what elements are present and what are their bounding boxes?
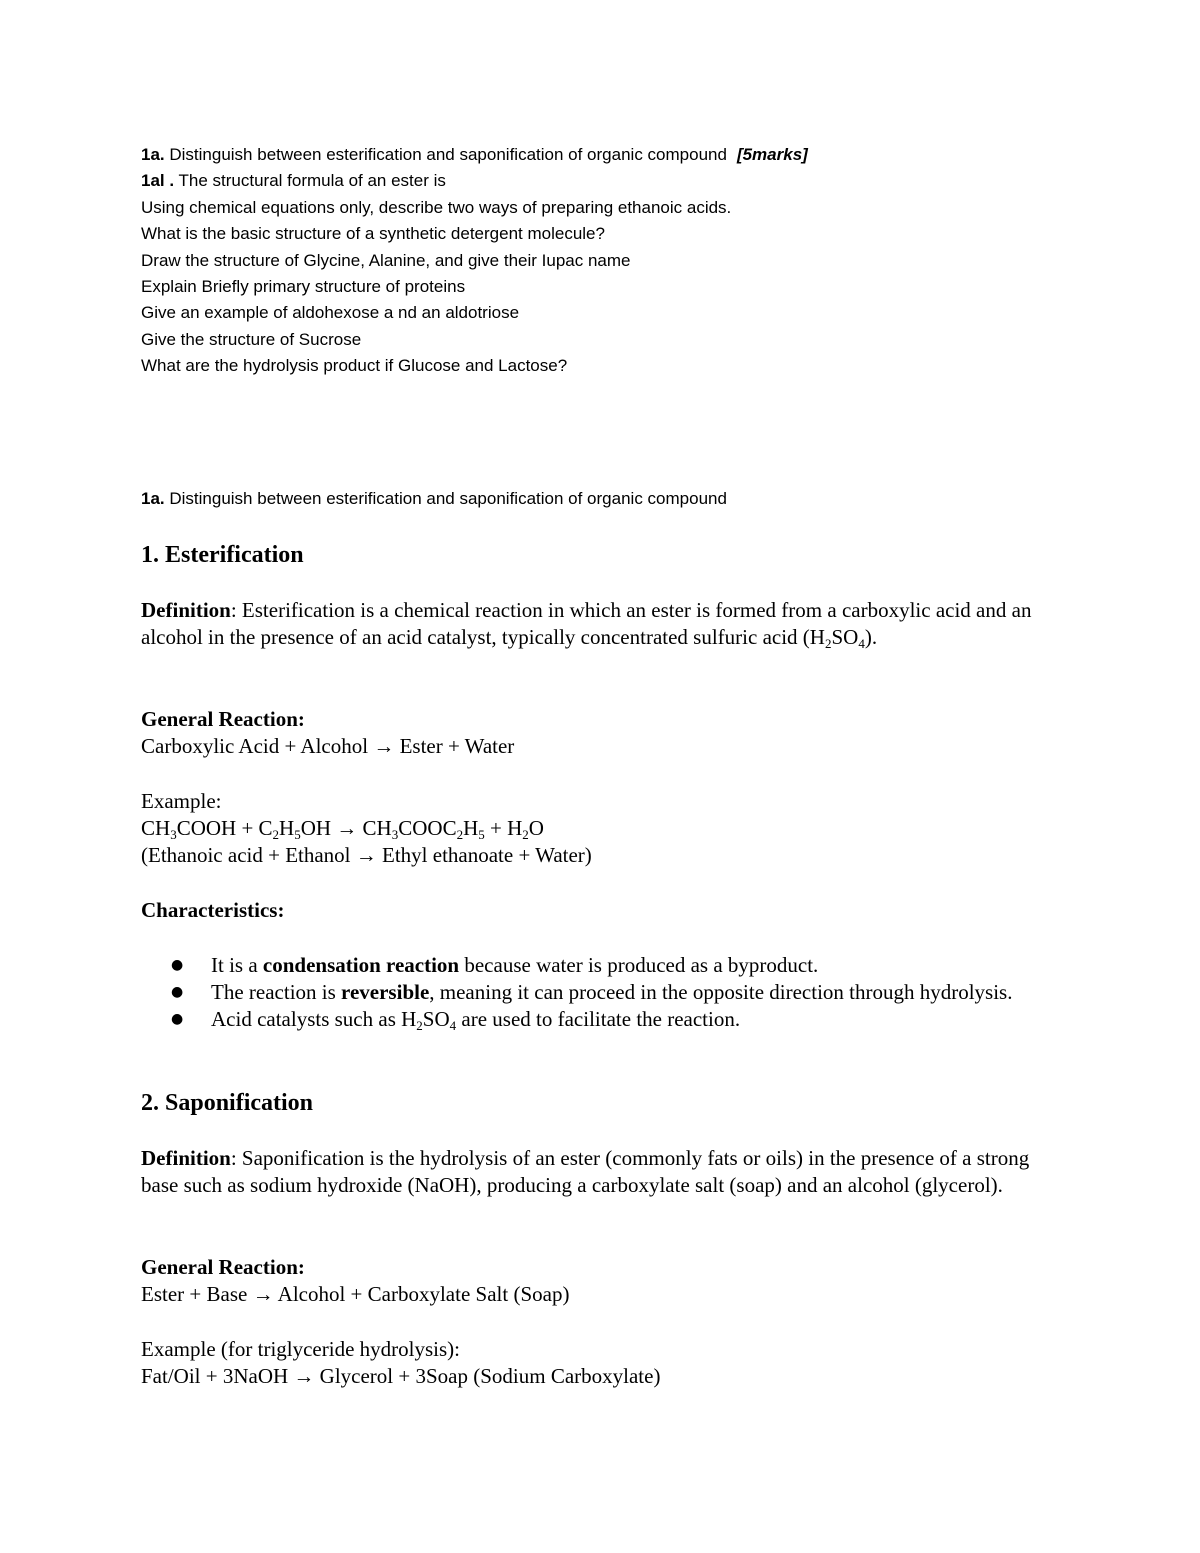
list-item: ● The reaction is reversible, meaning it can proceed in the opposite direction through hydrolysis. bbox=[171, 980, 1013, 1004]
question-1a-marks: [5marks] bbox=[736, 145, 808, 164]
esterification-definition-label: Definition bbox=[141, 598, 231, 622]
esterification-definition: Definition: Esterification is a chemical reaction in which an ester is formed from a carboxylic acid and an alcohol in the presence of an acid catalyst, typically concentrated sulfuric acid $(H_2SO_4)$. bbox=[141, 598, 1032, 651]
question-item: Using chemical equations only, describe two ways of preparing ethanoic acids. bbox=[141, 197, 732, 217]
question-item: Give an example of aldohexose a nd an aldotriose bbox=[141, 303, 520, 323]
saponification-heading: 2. Saponification bbox=[141, 1090, 314, 1116]
question-item: Give the structure of Sucrose bbox=[141, 329, 362, 349]
saponification-example: Example (for triglyceride hydrolysis): Fat/Oil + 3NaOH → Glycerol + 3Soap (Sodium Carboxylate) bbox=[141, 1337, 661, 1388]
list-item: ● Acid catalysts such as $H_2SO_4$ are used to facilitate the reaction. bbox=[171, 1007, 741, 1033]
answer-intro-text: Distinguish between esterification and saponification of organic compound bbox=[164, 489, 727, 508]
example-equation: $CH_3COOH + C_2H_5OH$ → $CH_3COOC_2H_5 + H_2O$ bbox=[141, 816, 544, 842]
example-label: Example: bbox=[141, 789, 222, 813]
example-words: (Ethanoic acid + Ethanol → Ethyl ethanoate + Water) bbox=[141, 843, 592, 867]
list-item: ● It is a condensation reaction because water is produced as a byproduct. bbox=[171, 953, 819, 977]
general-reaction-equation: Carboxylic Acid + Alcohol → Ester + Water bbox=[141, 734, 515, 758]
bullet-icon: ● bbox=[171, 1011, 184, 1027]
esterification-heading: 1. Esterification bbox=[141, 542, 304, 568]
question-1al-label: 1al . bbox=[141, 171, 175, 191]
esterification-general-reaction bbox=[141, 706, 1071, 760]
questions-list bbox=[141, 142, 1071, 380]
characteristics-heading: Characteristics: bbox=[141, 898, 285, 922]
question-item: What is the basic structure of a synthetic detergent molecule? bbox=[141, 224, 605, 244]
bullet-icon: ● bbox=[171, 957, 184, 973]
question-item: Draw the structure of Glycine, Alanine, and give their Iupac name bbox=[141, 250, 631, 270]
bullet-icon: ● bbox=[171, 984, 184, 1000]
saponification-definition-label: Definition bbox=[141, 1146, 231, 1170]
question-item: What are the hydrolysis product if Glucose and Lactose? bbox=[141, 356, 568, 376]
question-1a bbox=[141, 142, 1071, 168]
answer-intro bbox=[141, 486, 1071, 512]
saponification-general-reaction: General Reaction: Ester + Base → Alcohol + Carboxylate Salt (Soap) bbox=[141, 1255, 570, 1306]
question-1al-text: The structural formula of an ester is bbox=[174, 171, 446, 191]
characteristics-list bbox=[141, 952, 1041, 1033]
esterification-example bbox=[141, 788, 1071, 869]
question-1a-label: 1a. bbox=[141, 145, 165, 164]
general-reaction-label: General Reaction: bbox=[141, 707, 305, 731]
question-item: Explain Briefly primary structure of proteins bbox=[141, 277, 466, 297]
question-1a-text: Distinguish between esterification and saponification of organic compound bbox=[164, 145, 727, 164]
answer-intro-label: 1a. bbox=[141, 489, 165, 508]
question-1al bbox=[141, 168, 1071, 194]
saponification-definition: Definition: Saponification is the hydrolysis of an ester (commonly fats or oils) in the presence of a strong base such as sodium hydroxide (NaOH), producing a carboxylate salt (soap) and an alcohol (glycerol). bbox=[141, 1146, 1030, 1197]
